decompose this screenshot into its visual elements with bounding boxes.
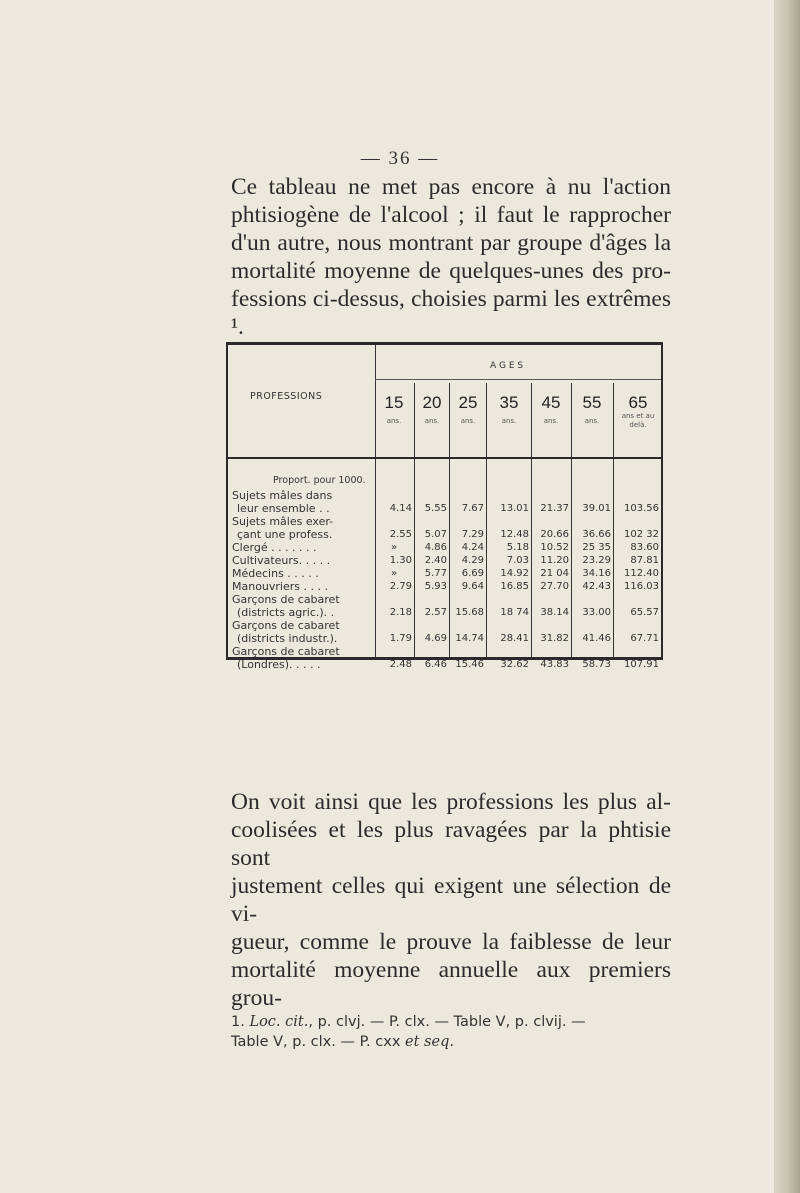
value-cell: 15.68 (455, 607, 484, 618)
value-cell: » (390, 542, 398, 553)
mortality-table (226, 342, 663, 671)
row-label: Sujets mâles exer- (232, 515, 334, 528)
value-cell: 5.93 (424, 581, 447, 592)
professions-header: PROFESSIONS (250, 391, 323, 402)
value-cell: 103.56 (624, 503, 659, 514)
footnote-italic: Loc. cit. (249, 1014, 309, 1030)
value-cell: 28.41 (500, 633, 529, 644)
conclusion-line: coolisées et les plus ravagées par la phtisie sont (231, 817, 671, 871)
value-cell: » (390, 568, 398, 579)
age-65: 65 (628, 393, 648, 412)
value-cell: 32.62 (500, 659, 529, 670)
value-cell: 10.52 (540, 542, 569, 553)
header-divider (228, 457, 661, 459)
footnote-italic: et seq. (405, 1034, 454, 1050)
value-cell: 18 74 (500, 607, 529, 618)
value-cell: 87.81 (630, 555, 659, 566)
value-cell: 4.24 (461, 542, 484, 553)
proportion-note: Proport. pour 1000. (273, 475, 366, 486)
row-label: (districts agric.). . (237, 606, 335, 619)
footnote-line-1 (231, 1012, 711, 1032)
value-cell: 6.69 (461, 568, 484, 579)
value-cell: 14.74 (455, 633, 484, 644)
age-45: 45 (541, 393, 561, 412)
value-cell: 21 04 (540, 568, 569, 579)
value-cell: 83.60 (630, 542, 659, 553)
row-label: çant une profess. (237, 528, 333, 541)
value-cell: 5.07 (424, 529, 447, 540)
intro-line: phtisiogène de l'alcool ; il faut le rapprocher (231, 202, 671, 228)
value-cell: 5.77 (424, 568, 447, 579)
value-cell: 1.30 (389, 555, 412, 566)
value-cell: 102 32 (624, 529, 659, 540)
value-cell: 14.92 (500, 568, 529, 579)
value-cell: 6.46 (424, 659, 447, 670)
row-label: Manouvriers . . . . (232, 580, 328, 593)
value-cell: 34.16 (582, 568, 611, 579)
ages-divider (375, 379, 661, 380)
value-cell: 2.55 (389, 529, 412, 540)
footnote-text: Table V, p. clx. — P. cxx (231, 1034, 406, 1050)
age-unit: ans. (386, 417, 402, 425)
intro-line: d'un autre, nous montrant par groupe d'âges la (231, 230, 671, 256)
value-cell: 42.43 (582, 581, 611, 592)
value-cell: 16.85 (500, 581, 529, 592)
intro-line: mortalité moyenne de quelques-unes des pro- (231, 258, 671, 284)
age-unit: ans. (543, 417, 559, 425)
footnote-line-2 (231, 1032, 711, 1052)
value-cell: 31.82 (540, 633, 569, 644)
page-edge-shadow (774, 0, 800, 1193)
value-cell: 11.20 (540, 555, 569, 566)
page-number: — 36 — (360, 148, 440, 169)
row-label: Clergé . . . . . . . (232, 541, 317, 554)
value-cell: 20.66 (540, 529, 569, 540)
value-cell: 38.14 (540, 607, 569, 618)
row-label: Garçons de cabaret (232, 645, 340, 658)
value-cell: 116.03 (624, 581, 659, 592)
value-cell: 4.29 (461, 555, 484, 566)
value-cell: 1.79 (389, 633, 412, 644)
age-25: 25 (458, 393, 478, 412)
value-cell: 41.46 (582, 633, 611, 644)
value-cell: 5.55 (424, 503, 447, 514)
age-unit: ans. (584, 417, 600, 425)
footnote-text: 1. (231, 1014, 250, 1030)
value-cell: 21.37 (540, 503, 569, 514)
value-cell: 2.40 (424, 555, 447, 566)
age-15: 15 (384, 393, 404, 412)
value-cell: 9.64 (461, 581, 484, 592)
row-label: Cultivateurs. . . . . (232, 554, 331, 567)
age-unit: ans. (424, 417, 440, 425)
value-cell: 112.40 (624, 568, 659, 579)
value-cell: 43.83 (540, 659, 569, 670)
conclusion-paragraph (231, 788, 671, 1012)
row-label: Garçons de cabaret (232, 619, 340, 632)
value-cell: 2.79 (389, 581, 412, 592)
ages-header: A G E S (490, 361, 524, 371)
value-cell: 12.48 (500, 529, 529, 540)
value-cell: 2.57 (424, 607, 447, 618)
value-cell: 15.46 (455, 659, 484, 670)
row-label: leur ensemble . . (237, 502, 330, 515)
footnote (231, 1012, 711, 1052)
value-cell: 4.14 (389, 503, 412, 514)
age-35: 35 (499, 393, 519, 412)
age-unit: ans et au delà. (621, 412, 655, 429)
intro-line: fessions ci-dessus, choisies parmi les extrêmes ¹. (231, 286, 671, 340)
age-20: 20 (422, 393, 442, 412)
value-cell: 107.91 (624, 659, 659, 670)
age-55: 55 (582, 393, 602, 412)
value-cell: 23.29 (582, 555, 611, 566)
value-cell: 33.00 (582, 607, 611, 618)
value-cell: 25 35 (582, 542, 611, 553)
conclusion-line: gueur, comme le prouve la faiblesse de leur (231, 929, 671, 955)
value-cell: 36.66 (582, 529, 611, 540)
value-cell: 4.69 (424, 633, 447, 644)
row-label: Médecins . . . . . (232, 567, 319, 580)
conclusion-line: mortalité moyenne annuelle aux premiers grou- (231, 957, 671, 1011)
value-cell: 5.18 (506, 542, 529, 553)
age-unit: ans. (460, 417, 476, 425)
value-cell: 67.71 (630, 633, 659, 644)
value-cell: 7.29 (461, 529, 484, 540)
value-cell: 13.01 (500, 503, 529, 514)
conclusion-line: On voit ainsi que les professions les plus al- (231, 789, 671, 815)
value-cell: 39.01 (582, 503, 611, 514)
value-cell: 58.73 (582, 659, 611, 670)
footnote-text: , p. clvj. — P. clx. — Table V, p. clvij. — (308, 1014, 586, 1030)
row-label: (districts industr.). (237, 632, 338, 645)
row-label: Sujets mâles dans (232, 489, 333, 502)
value-cell: 2.18 (389, 607, 412, 618)
value-cell: 65.57 (630, 607, 659, 618)
value-cell: 2.48 (389, 659, 412, 670)
value-cell: 7.67 (461, 503, 484, 514)
row-label: (Londres). . . . . (237, 658, 321, 671)
value-cell: 27.70 (540, 581, 569, 592)
conclusion-line: justement celles qui exigent une sélection de vi- (231, 873, 671, 927)
intro-paragraph (231, 173, 671, 341)
value-cell: 7.03 (506, 555, 529, 566)
row-label: Garçons de cabaret (232, 593, 340, 606)
age-unit: ans. (501, 417, 517, 425)
intro-line: Ce tableau ne met pas encore à nu l'action (231, 174, 671, 200)
value-cell: 4.86 (424, 542, 447, 553)
